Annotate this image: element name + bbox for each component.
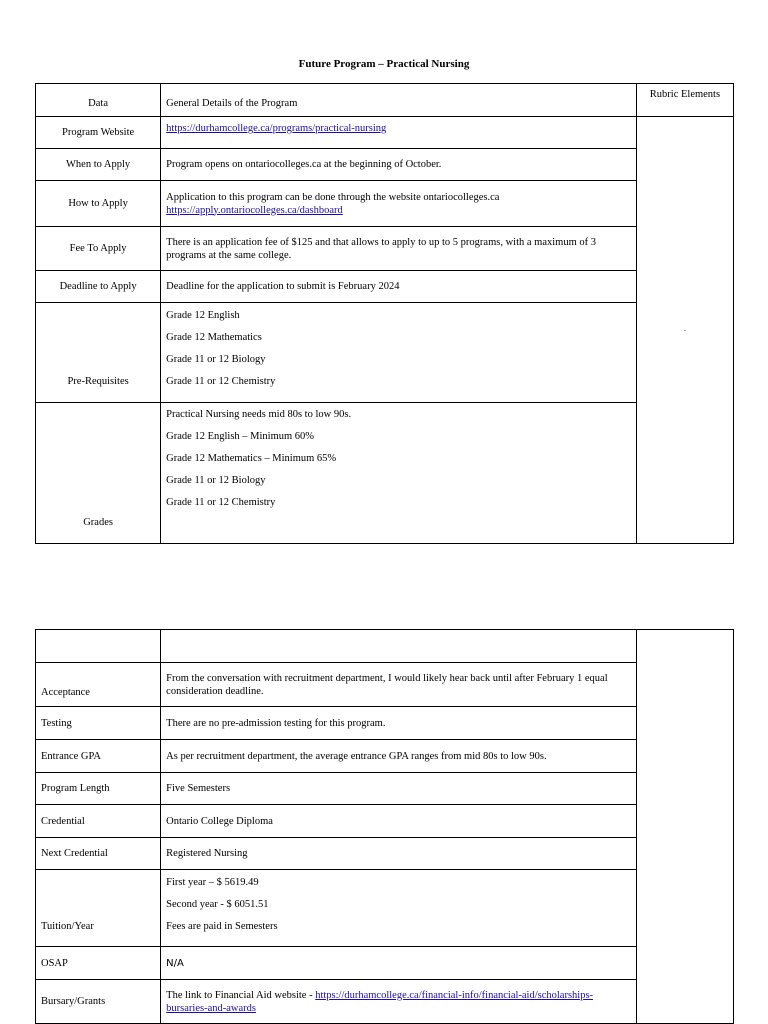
row-value: The link to Financial Aid website - xyxy=(166,989,316,1001)
tuition-line: First year – $ 5619.49 xyxy=(166,877,259,888)
table-row xyxy=(36,870,734,947)
prereq-line: Grade 11 or 12 Chemistry xyxy=(166,376,276,387)
column-header-details: General Details of the Program xyxy=(161,84,637,117)
grades-line: Grade 12 Mathematics – Minimum 65% xyxy=(166,453,337,464)
program-details-table xyxy=(35,83,734,544)
program-website-link[interactable]: https://durhamcollege.ca/programs/practical-nursing xyxy=(166,123,387,134)
table-row xyxy=(36,271,734,303)
row-label: OSAP xyxy=(36,947,161,980)
row-label: Deadline to Apply xyxy=(36,271,161,303)
financial-aid-link[interactable]: https://durhamcollege.ca/financial-info/financial-aid/scholarships-bursaries-and-awards xyxy=(166,989,594,1014)
row-label: Grades xyxy=(36,403,161,544)
column-header-data: Data xyxy=(36,84,161,117)
row-label: Testing xyxy=(36,707,161,740)
table-row xyxy=(36,805,734,838)
row-value: From the conversation with recruitment department, I would likely hear back until after February 1 equal consideration deadline. xyxy=(161,663,637,707)
table-row xyxy=(36,181,734,227)
row-value: Application to this program can be done through the website ontariocolleges.ca xyxy=(166,191,500,203)
rubric-elements-cell xyxy=(636,117,733,544)
row-label: Bursary/Grants xyxy=(36,980,161,1024)
rubric-mark: - xyxy=(683,327,686,334)
row-label: Fee To Apply xyxy=(36,227,161,271)
row-value: Deadline for the application to submit is February 2024 xyxy=(161,271,637,303)
row-label: How to Apply xyxy=(36,181,161,227)
table-row xyxy=(36,117,734,149)
prereq-line: Grade 11 or 12 Biology xyxy=(166,354,266,365)
table-row xyxy=(36,980,734,1024)
row-label: Acceptance xyxy=(36,663,161,707)
table-row xyxy=(36,707,734,740)
row-label: Next Credential xyxy=(36,838,161,870)
row-value: N/A xyxy=(161,947,637,980)
rubric-elements-cell xyxy=(636,630,733,1024)
row-label: Program Length xyxy=(36,773,161,805)
row-value: There are no pre-admission testing for this program. xyxy=(161,707,637,740)
tuition-line: Fees are paid in Semesters xyxy=(166,921,278,932)
row-value: Program opens on ontariocolleges.ca at the beginning of October. xyxy=(161,149,637,181)
grades-line: Grade 11 or 12 Chemistry xyxy=(166,497,276,508)
table-row xyxy=(36,838,734,870)
row-label: Entrance GPA xyxy=(36,740,161,773)
row-label: When to Apply xyxy=(36,149,161,181)
program-details-table-continued xyxy=(35,629,734,1024)
table-row xyxy=(36,947,734,980)
prereq-line: Grade 12 English xyxy=(166,310,240,321)
table-row xyxy=(36,773,734,805)
table-row xyxy=(36,303,734,403)
table-row xyxy=(36,740,734,773)
table-row xyxy=(36,149,734,181)
grades-line: Practical Nursing needs mid 80s to low 90s. xyxy=(166,409,352,420)
row-value: There is an application fee of $125 and that allows to apply to up to 5 programs, with a maximum of 3 programs at the same college. xyxy=(161,227,637,271)
table-row xyxy=(36,403,734,544)
tuition-line: Second year - $ 6051.51 xyxy=(166,899,269,910)
row-label: Tuition/Year xyxy=(36,870,161,947)
row-value: Registered Nursing xyxy=(161,838,637,870)
prereq-line: Grade 12 Mathematics xyxy=(166,332,262,343)
grades-line: Grade 12 English – Minimum 60% xyxy=(166,431,315,442)
row-value: Ontario College Diploma xyxy=(161,805,637,838)
table-row xyxy=(36,663,734,707)
row-label: Pre-Requisites xyxy=(36,303,161,403)
table-row xyxy=(36,227,734,271)
row-value: Five Semesters xyxy=(161,773,637,805)
empty-header-cell xyxy=(36,630,161,663)
page-title: Future Program – Practical Nursing xyxy=(298,58,470,70)
column-header-rubric: Rubric Elements xyxy=(636,84,733,117)
apply-dashboard-link[interactable]: https://apply.ontariocolleges.ca/dashboard xyxy=(166,204,343,216)
grades-line: Grade 11 or 12 Biology xyxy=(166,475,266,486)
row-label: Credential xyxy=(36,805,161,838)
empty-header-cell xyxy=(161,630,637,663)
row-value: As per recruitment department, the average entrance GPA ranges from mid 80s to low 90s. xyxy=(161,740,637,773)
row-label: Program Website xyxy=(36,117,161,149)
